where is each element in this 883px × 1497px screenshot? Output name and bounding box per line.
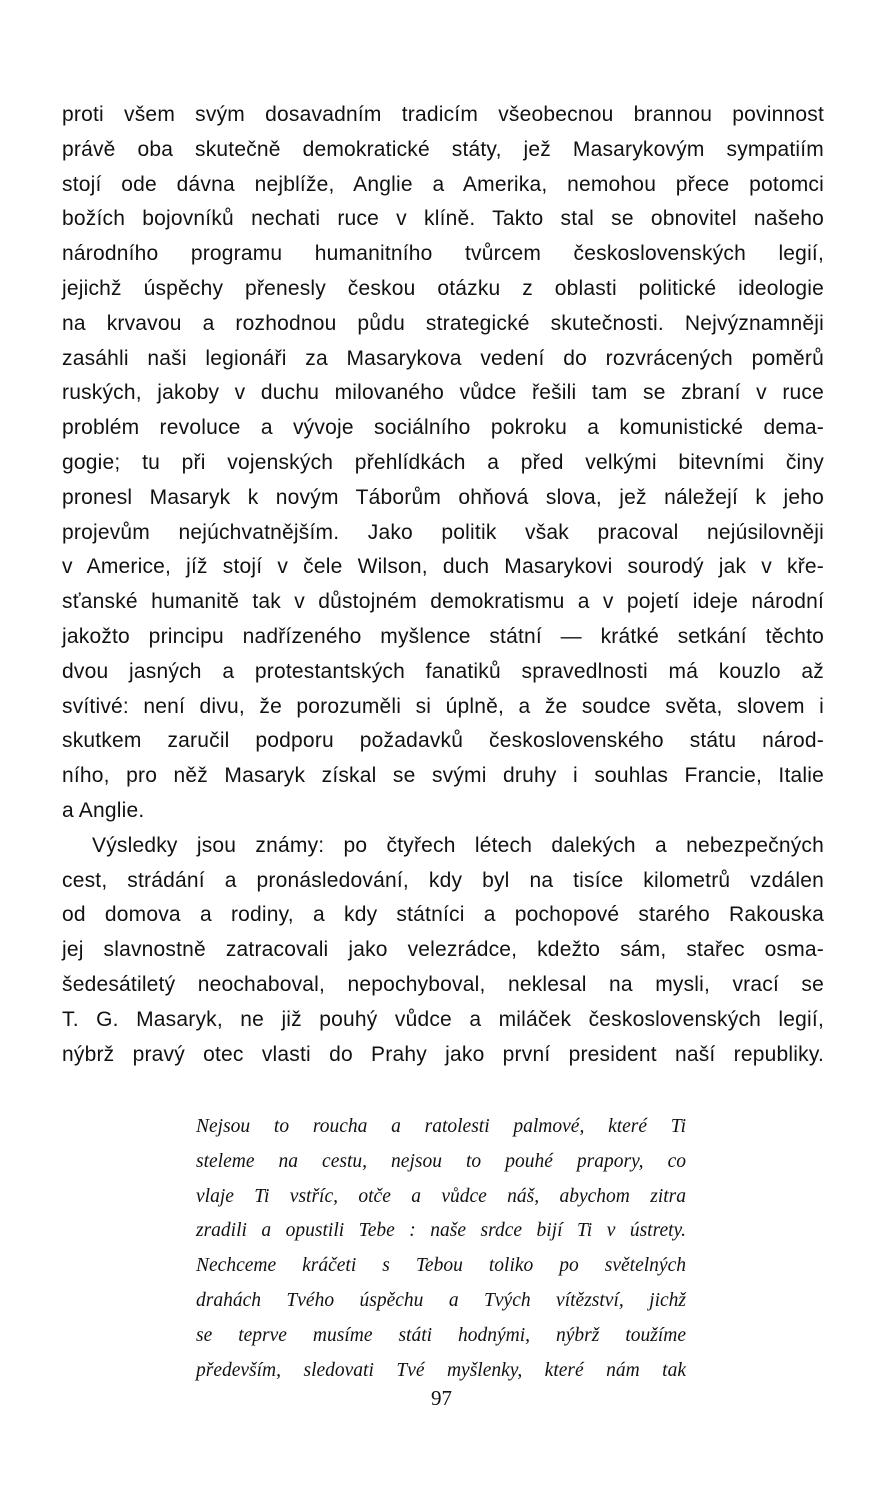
text-line: Výsledky jsou známy: po čtyřech létech dalekých a nebezpečných	[92, 833, 824, 857]
text-line: jej slavnostně zatracovali jako velezrádce, kdežto sám, stařec osma-	[62, 938, 824, 962]
text-line: projevům nejúchvatnějším. Jako politik však pracoval nejúsilovněji	[62, 520, 824, 544]
paragraph-1	[62, 98, 824, 829]
paragraph-2	[62, 829, 824, 1073]
quote-line: především, sledovati Tvé myšlenky, které nám tak	[196, 1359, 686, 1381]
text-line: šedesátiletý neochaboval, nepochyboval, neklesal na mysli, vrací se	[62, 972, 824, 996]
text-line: božích bojovníků nechati ruce v klíně. Takto stal se obnovitel našeho	[62, 207, 824, 231]
text-line: cest, strádání a pronásledování, kdy byl na tisíce kilometrů vzdálen	[62, 868, 824, 892]
text-line: na krvavou a rozhodnou půdu strategické skutečnosti. Nejvýznamněji	[62, 311, 824, 335]
quote-line: Nejsou to roucha a ratolesti palmové, které Ti	[196, 1116, 686, 1137]
text-line: od domova a rodiny, a kdy státníci a pochopové starého Rakouska	[62, 903, 824, 927]
text-line: ruských, jakoby v duchu milovaného vůdce řešili tam se zbraní v ruce	[62, 381, 824, 405]
text-line: národního programu humanitního tvůrcem československých legií,	[62, 242, 824, 266]
text-line: dvou jasných a protestantských fanatiků spravedlnosti má kouzlo až	[62, 659, 824, 683]
text-line: ního, pro něž Masaryk získal se svými druhy i souhlas Francie, Italie	[62, 764, 824, 788]
quote-line: vlaje Ti vstříc, otče a vůdce náš, abychom zitra	[196, 1185, 686, 1207]
text-line: zasáhli naši legionáři za Masarykova vedení do rozvrácených poměrů	[62, 346, 824, 370]
text-line: proti všem svým dosavadním tradicím všeobecnou brannou povinnost	[62, 103, 824, 126]
quote-line: Nechceme kráčeti s Tebou toliko po světelných	[196, 1255, 686, 1277]
text-line: jejichž úspěchy přenesly českou otázku z oblasti politické ideologie	[62, 276, 824, 300]
quote-line: steleme na cestu, nejsou to pouhé prapory, co	[196, 1150, 686, 1172]
page-number: 97	[431, 1386, 452, 1410]
text-line: pronesl Masaryk k novým Táborům ohňová slova, jež náležejí k jeho	[62, 485, 824, 509]
text-line: právě oba skutečně demokratické státy, jež Masarykovým sympatiím	[62, 137, 824, 161]
text-line: T. G. Masaryk, ne již pouhý vůdce a miláček československých legií,	[62, 1007, 824, 1031]
text-line: jakožto principu nadřízeného myšlence státní — krátké setkání těchto	[62, 624, 824, 648]
text-line: a Anglie.	[62, 798, 145, 822]
text-line: problém revoluce a vývoje sociálního pokroku a komunistické dema-	[62, 416, 824, 440]
text-line: gogie; tu při vojenských přehlídkách a před velkými bitevními činy	[62, 450, 824, 474]
main-text	[62, 98, 824, 1072]
text-line: nýbrž pravý otec vlasti do Prahy jako první president naší republiky.	[62, 1042, 824, 1066]
dedication-quote	[196, 1110, 686, 1388]
text-line: sťanské humanitě tak v důstojném demokratismu a v pojetí ideje národní	[62, 590, 824, 614]
quote-line: se teprve musíme státi hodnými, nýbrž toužíme	[196, 1324, 686, 1346]
text-line: skutkem zaručil podporu požadavků československého státu národ-	[62, 729, 824, 753]
text-line: stojí ode dávna nejblíže, Anglie a Amerika, nemohou přece potomci	[62, 172, 824, 196]
quote-line: zradili a opustili Tebe : naše srdce bijí Ti v ústrety.	[196, 1220, 686, 1242]
quote-line: drahách Tvého úspěchu a Tvých vítězství, jichž	[196, 1289, 686, 1311]
text-line: svítivé: není divu, že porozuměli si úplně, a že soudce světa, slovem i	[62, 694, 824, 718]
text-line: v Americe, jíž stojí v čele Wilson, duch Masarykovi sourodý jak v kře-	[62, 555, 824, 579]
